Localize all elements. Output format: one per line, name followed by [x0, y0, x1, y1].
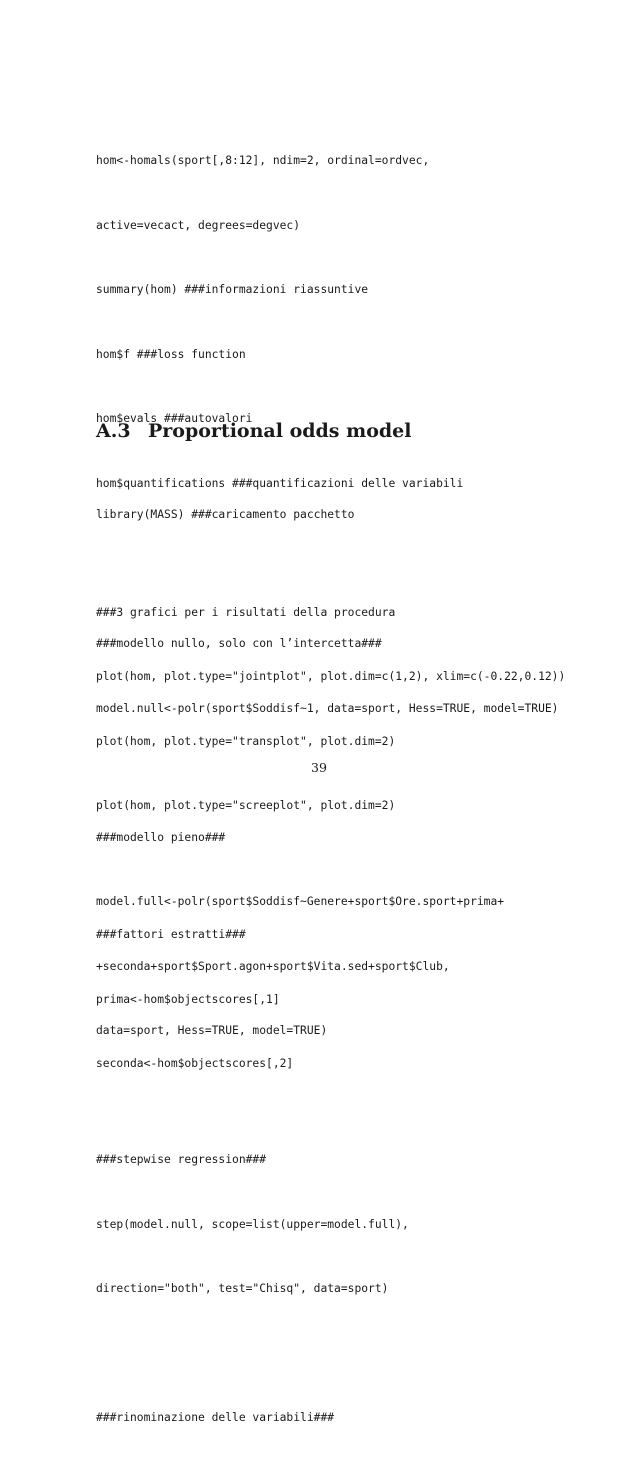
- code-line: model.full<-polr(sport$Soddisf~Genere+sport$Ore.sport+prima+: [96, 895, 505, 908]
- code-line: ###fattori estratti###: [96, 928, 246, 941]
- code-line: direction="both", test="Chisq", data=sport): [96, 1282, 389, 1295]
- code-line: ###modello pieno###: [96, 830, 226, 844]
- code-blank-line: [96, 1343, 559, 1365]
- code-line: prima<-hom$objectscores[,1]: [96, 992, 280, 1006]
- code-line: hom$quantifications ###quantificazioni delle variabili: [96, 476, 464, 490]
- code-line: plot(hom, plot.type="screeplot", plot.dim=2): [96, 799, 396, 812]
- code-line: step(model.null, scope=list(upper=model.full),: [96, 1217, 409, 1231]
- section-title: Proportional odds model: [148, 420, 412, 442]
- section-heading: [96, 419, 412, 443]
- code-blank-line: [96, 1085, 559, 1107]
- code-line: plot(hom, plot.type="jointplot", plot.dim=c(1,2), xlim=c(-0.22,0.12)): [96, 670, 566, 683]
- code-line: summary(hom) ###informazioni riassuntive: [96, 283, 369, 296]
- code-line: hom<-homals(sport[,8:12], ndim=2, ordinal=ordvec,: [96, 154, 430, 167]
- code-line: +seconda+sport$Sport.agon+sport$Vita.sed+sport$Club,: [96, 959, 450, 973]
- code-line: model.null<-polr(sport$Soddisf~1, data=sport, Hess=TRUE, model=TRUE): [96, 701, 559, 715]
- code-line: library(MASS) ###caricamento pacchetto: [96, 508, 355, 521]
- section-number: A.3: [96, 420, 131, 442]
- code-line: hom$f ###loss function: [96, 347, 246, 361]
- code-line: ###stepwise regression###: [96, 1153, 267, 1166]
- code-line: plot(hom, plot.type="transplot", plot.dim=2): [96, 734, 396, 748]
- code-line: seconda<-hom$objectscores[,2]: [96, 1057, 294, 1070]
- code-line: ###3 grafici per i risultati della procedura: [96, 605, 396, 619]
- code-line: ###modello nullo, solo con l’intercetta###: [96, 637, 382, 650]
- code-line: data=sport, Hess=TRUE, model=TRUE): [96, 1024, 328, 1037]
- code-listing-polr: [96, 461, 559, 1472]
- code-blank-line: [96, 569, 559, 591]
- code-line: hom$evals ###autovalori: [96, 412, 253, 425]
- page-number: 39: [311, 760, 327, 775]
- code-line: ###rinominazione delle variabili###: [96, 1411, 335, 1424]
- code-line: active=vecact, degrees=degvec): [96, 218, 301, 232]
